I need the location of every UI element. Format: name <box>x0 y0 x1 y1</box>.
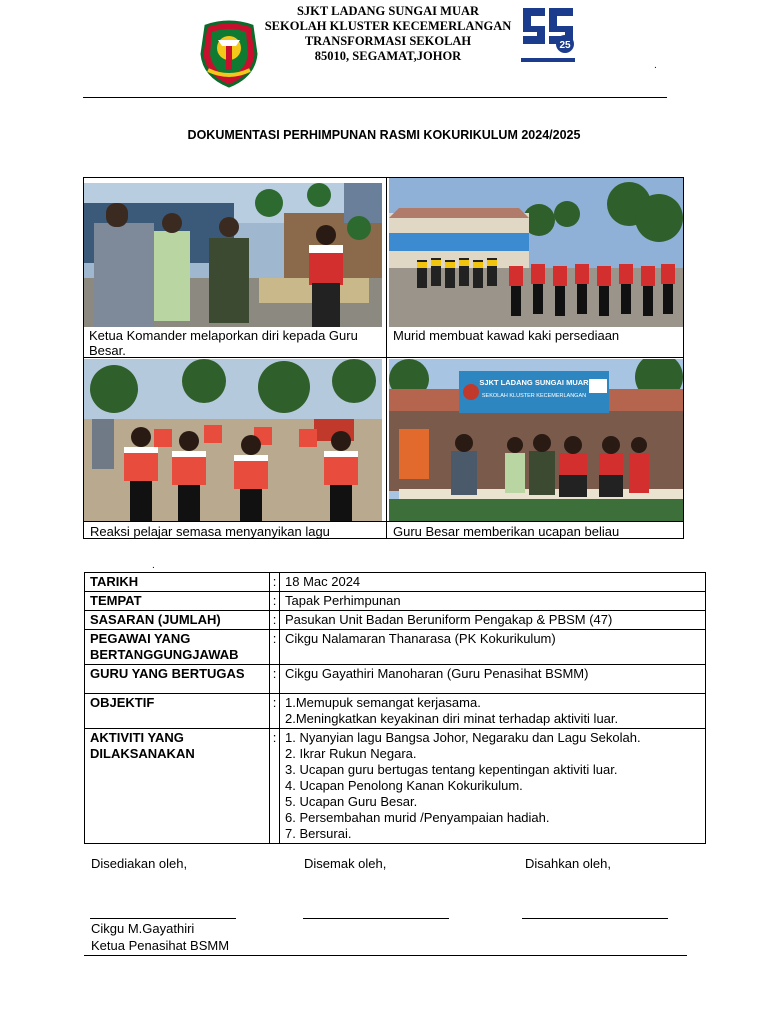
prepared-by-role: Ketua Penasihat BSMM <box>91 938 230 953</box>
colon: : <box>270 611 280 630</box>
table-row <box>85 630 706 665</box>
photo-headmaster-speech <box>389 359 683 521</box>
checked-by-label: Disemak oleh, <box>304 856 387 871</box>
grid-divider-h2 <box>84 521 683 522</box>
aktiviti-item: 2. Ikrar Rukun Negara. <box>285 746 417 761</box>
caption-photo-1: Ketua Komander melaporkan diri kepada Guru Besar. <box>89 328 358 358</box>
grid-divider-v <box>386 178 387 538</box>
label-aktiviti: AKTIVITI YANG DILAKSANAKAN <box>85 729 270 844</box>
label-guru-bertugas: GURU YANG BERTUGAS <box>85 665 270 694</box>
school-cluster: SEKOLAH KLUSTER KECEMERLANGAN <box>264 19 512 33</box>
colon: : <box>270 630 280 665</box>
caption-photo-4: Guru Besar memberikan ucapan beliau <box>393 524 620 539</box>
photo-commander-report <box>84 183 382 327</box>
prepared-by-name: Cikgu M.Gayathiri <box>91 921 195 936</box>
label-objektif: OBJEKTIF <box>85 694 270 729</box>
label-pegawai: PEGAWAI YANG BERTANGGUNGJAWAB <box>85 630 270 665</box>
signature-line-checked <box>303 918 449 919</box>
value-sasaran: Pasukan Unit Badan Beruniform Pengakap & PBSM (47) <box>280 611 706 630</box>
objektif-item: 1.Memupuk semangat kerjasama. <box>285 695 481 710</box>
colon: : <box>270 665 280 694</box>
photo-marching-practice <box>389 178 683 327</box>
signature-line-prepared <box>90 918 236 919</box>
colon: : <box>270 573 280 592</box>
aktiviti-item: 7. Bersurai. <box>285 826 352 841</box>
caption-photo-2: Murid membuat kawad kaki persediaan <box>393 328 620 343</box>
label-tarikh: TARIKH <box>85 573 270 592</box>
table-row <box>85 665 706 694</box>
sks-logo <box>519 4 577 66</box>
sks-logo-number: 25 <box>559 40 571 51</box>
value-pegawai: Cikgu Nalamaran Thanarasa (PK Kokurikulum) <box>280 630 706 665</box>
colon: : <box>270 592 280 611</box>
school-name: SJKT LADANG SUNGAI MUAR <box>296 4 480 18</box>
value-tarikh: 18 Mac 2024 <box>280 573 706 592</box>
value-aktiviti <box>280 729 706 844</box>
activity-info-table <box>84 572 706 844</box>
aktiviti-item: 3. Ucapan guru bertugas tentang kepentingan aktiviti luar. <box>285 762 618 777</box>
school-program: TRANSFORMASI SEKOLAH <box>304 34 472 48</box>
aktiviti-item: 5. Ucapan Guru Besar. <box>285 794 418 809</box>
colon: : <box>270 694 280 729</box>
aktiviti-item: 6. Persembahan murid /Penyampaian hadiah. <box>285 810 550 825</box>
aktiviti-item: 1. Nyanyian lagu Bangsa Johor, Negaraku dan Lagu Sekolah. <box>285 730 641 745</box>
photo-grid <box>83 177 684 539</box>
objektif-item: 2.Meningkatkan keyakinan diri minat terhadap aktiviti luar. <box>285 711 619 726</box>
table-row <box>85 592 706 611</box>
photo-singing-students <box>84 359 382 521</box>
sign-line-2: SEKOLAH KLUSTER KECEMERLANGAN <box>481 393 587 399</box>
table-row <box>85 611 706 630</box>
colon: : <box>270 729 280 844</box>
table-row <box>85 694 706 729</box>
signature-line-approved <box>522 918 668 919</box>
label-tempat: TEMPAT <box>85 592 270 611</box>
value-guru-bertugas: Cikgu Gayathiri Manoharan (Guru Penasihat BSMM) <box>280 665 706 694</box>
sign-line-1: SJKT LADANG SUNGAI MUAR <box>479 378 589 387</box>
header-divider <box>83 97 667 98</box>
stray-mark: . <box>654 60 657 71</box>
value-tempat: Tapak Perhimpunan <box>280 592 706 611</box>
approved-by-label: Disahkan oleh, <box>525 856 611 871</box>
aktiviti-item: 4. Ucapan Penolong Kanan Kokurikulum. <box>285 778 523 793</box>
table-row <box>85 573 706 592</box>
caption-photo-3: Reaksi pelajar semasa menyanyikan lagu <box>90 524 330 539</box>
document-title: DOKUMENTASI PERHIMPUNAN RASMI KOKURIKULUM 2024/2025 <box>187 128 581 142</box>
footer-divider <box>84 955 687 956</box>
value-objektif <box>280 694 706 729</box>
label-sasaran: SASARAN (JUMLAH) <box>85 611 270 630</box>
prepared-by-label: Disediakan oleh, <box>91 856 188 871</box>
school-address: 85010, SEGAMAT,JOHOR <box>314 49 462 63</box>
stray-mark-2: . <box>152 560 155 571</box>
table-row <box>85 729 706 844</box>
school-name-block <box>250 4 526 64</box>
